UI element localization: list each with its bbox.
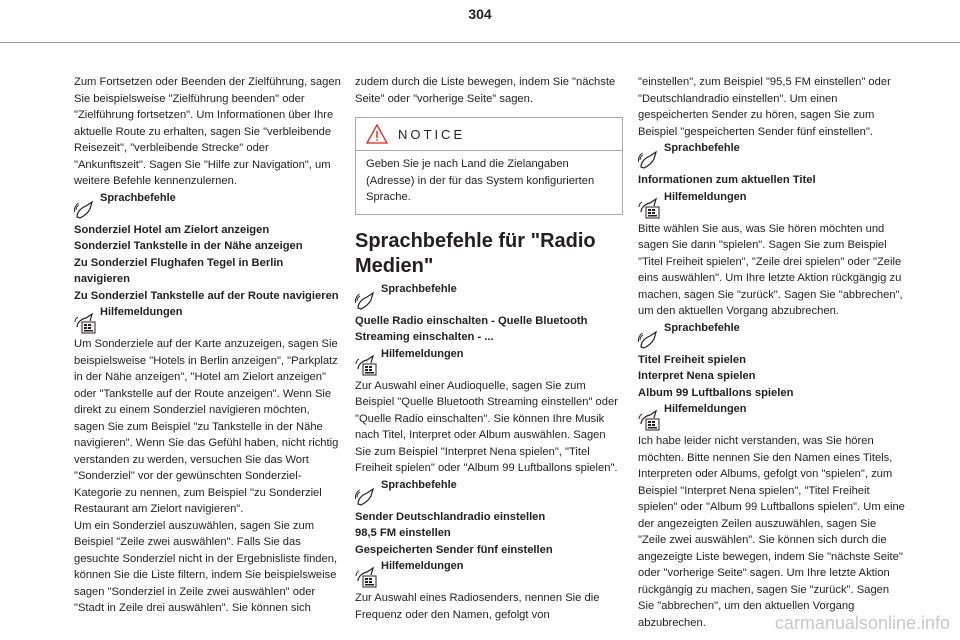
notice-title: NOTICE bbox=[398, 126, 466, 142]
col3-commands-1: Informationen zum aktuellen Titel bbox=[638, 174, 816, 186]
help-message-row bbox=[638, 191, 906, 219]
help-message-icon bbox=[355, 354, 377, 376]
warning-triangle-icon bbox=[366, 124, 388, 144]
col3-commands-2: Titel Freiheit spielen Interpret Nena spielen Album 99 Luftballons spielen bbox=[638, 353, 794, 399]
column-2 bbox=[355, 74, 623, 625]
voice-command-label: Sprachbefehle bbox=[100, 191, 176, 204]
top-divider bbox=[0, 42, 960, 43]
voice-command-row bbox=[638, 322, 906, 350]
help-message-row bbox=[355, 560, 623, 588]
voice-command-icon bbox=[638, 328, 660, 350]
voice-command-row bbox=[355, 283, 623, 311]
col2-commands-2: Sender Deutschlandradio einstellen 98,5 FM einstellen Gespeicherten Sender fünf einstellen bbox=[355, 510, 553, 556]
voice-command-row bbox=[355, 479, 623, 507]
column-3 bbox=[638, 74, 906, 633]
voice-command-label: Sprachbefehle bbox=[381, 478, 457, 491]
help-message-label: Hilfemeldungen bbox=[664, 403, 747, 415]
col1-help-text: Um Sonderziele auf der Karte anzuzeigen, sagen Sie beispielsweise "Hotels in Berlin anzeigen", "Parkplatz in der Nähe anzeigen", "Hotel am Zielort anzeigen" oder "Tankstelle auf der Route anzeigen". Wenn Sie direkt zu einem Sonderziel navigieren möchten, sagen Sie zum Beispiel "zu Tankstelle in der Nähe navigieren". Wenn Sie das Gefühl haben, nicht richtig verstanden zu werden, versuchen Sie das Wort "Sonderziel" vor der gewünschten Sonderziel-Kategorie zu nennen, zum Beispiel "zu Sonderziel Restaurant am Zielort navigieren". Um ein Sonderziel auszuwählen, sagen Sie zum Beispiel "Zeile zwei auswählen". Falls Sie das gesuchte Sonderziel nicht in der Ergebnisliste finden, können Sie die Liste filtern, indem Sie beispielsweise sagen "Sonderziel in Zeile zwei auswählen" oder "Stadt in Zeile drei auswählen". Sie können sich bbox=[74, 338, 339, 614]
help-message-label: Hilfemeldungen bbox=[100, 306, 183, 318]
section-heading: Sprachbefehle für "Radio Medien" bbox=[355, 229, 596, 277]
voice-command-icon bbox=[355, 289, 377, 311]
help-message-row bbox=[638, 403, 906, 431]
notice-text: Geben Sie je nach Land die Zielangaben (Adresse) in der für das System konfigurierten Sprache. bbox=[356, 150, 622, 206]
voice-command-row bbox=[638, 142, 906, 170]
col2-continuation: zudem durch die Liste bewegen, indem Sie "nächste Seite" oder "vorherige Seite" sagen. bbox=[355, 76, 616, 105]
help-message-label: Hilfemeldungen bbox=[664, 190, 747, 203]
voice-command-row bbox=[74, 192, 342, 220]
help-message-label: Hilfemeldungen bbox=[381, 560, 464, 572]
voice-command-label: Sprachbefehle bbox=[381, 282, 457, 295]
voice-command-label: Sprachbefehle bbox=[664, 142, 740, 154]
voice-command-icon bbox=[638, 148, 660, 170]
column-1 bbox=[74, 74, 342, 619]
col3-continuation: "einstellen", zum Beispiel "95,5 FM einstellen" oder "Deutschlandradio einstellen". Um einen gespeicherten Sender zu hören, sagen Sie zum Beispiel "gespeicherten Sender fünf einstellen". bbox=[638, 76, 891, 138]
col3-help-text-1: Bitte wählen Sie aus, was Sie hören möchten und sagen Sie dann "spielen". Sagen Sie zum Beispiel "Titel Freiheit spielen", "Zeile drei spielen" oder "Zeile eins auswählen". Um Ihre letzte Aktion rückgängig zu machen, sagen Sie "zurück". Sagen Sie "abbrechen", um den aktuellen Vorgang abzubrechen. bbox=[638, 222, 903, 317]
help-message-row bbox=[355, 348, 623, 376]
voice-command-icon bbox=[74, 198, 96, 220]
page-number: 304 bbox=[468, 6, 492, 22]
help-message-icon bbox=[638, 197, 660, 219]
notice-header bbox=[366, 118, 612, 150]
voice-command-label: Sprachbefehle bbox=[664, 321, 740, 334]
help-message-icon bbox=[355, 566, 377, 588]
col1-commands: Sonderziel Hotel am Zielort anzeigen Sonderziel Tankstelle in der Nähe anzeigen Zu Sonderziel Flughafen Tegel in Berlin navigieren Zu Sonderziel Tankstelle auf der Route navigieren bbox=[74, 223, 339, 302]
help-message-icon bbox=[74, 312, 96, 334]
col1-intro: Zum Fortsetzen oder Beenden der Zielführung, sagen Sie beispielsweise "Zielführung beenden" oder "Zielführung fortsetzen". Um Informationen über Ihre aktuelle Route zu erhalten, sagen Sie "verbleibende Reisezeit", "verbleibende Strecke" oder "Ankunftszeit". Sagen Sie "Hilfe zur Navigation", um weitere Befehle kennenzulernen. bbox=[74, 76, 341, 187]
col2-commands-1: Quelle Radio einschalten - Quelle Bluetooth Streaming einschalten - ... bbox=[355, 314, 588, 343]
watermark: carmanualsonline.info bbox=[774, 613, 950, 633]
help-message-row bbox=[74, 306, 342, 334]
notice-box bbox=[355, 117, 623, 215]
help-message-icon bbox=[638, 409, 660, 431]
col2-help-text-1: Zur Auswahl einer Audioquelle, sagen Sie zum Beispiel "Quelle Bluetooth Streaming einstellen" oder "Quelle Radio einschalten". Sie können Ihre Musik nach Titel, Interpret oder Album auswählen. Sagen Sie zum Beispiel "Interpret Nena spielen", "Titel Freiheit spielen" oder "Album 99 Luftballons spielen". bbox=[355, 379, 618, 474]
col3-help-text-2: Ich habe leider nicht verstanden, was Sie hören möchten. Bitte nennen Sie den Namen eines Titels, Interpreten oder Albums, gefolgt von "spielen", zum Beispiel "Interpret Nena spielen", "Titel Freiheit spielen" oder "Album 99 Luftballons spielen". Um eine der angezeigten Zeilen auszuwählen, sagen Sie "Zeile zwei auswählen". Sie können sich durch die angezeigte Liste bewegen, indem Sie "nächste Seite" oder "vorherige Seite" sagen. Um Ihre letzte Aktion rückgängig zu machen, sagen Sie "zurück". Sagen Sie "abbrechen", um den aktuellen Vorgang abzubrechen. bbox=[638, 435, 905, 629]
help-message-label: Hilfemeldungen bbox=[381, 347, 464, 360]
col2-help-text-2: Zur Auswahl eines Radiosenders, nennen Sie die Frequenz oder den Namen, gefolgt von bbox=[355, 592, 600, 621]
voice-command-icon bbox=[355, 485, 377, 507]
